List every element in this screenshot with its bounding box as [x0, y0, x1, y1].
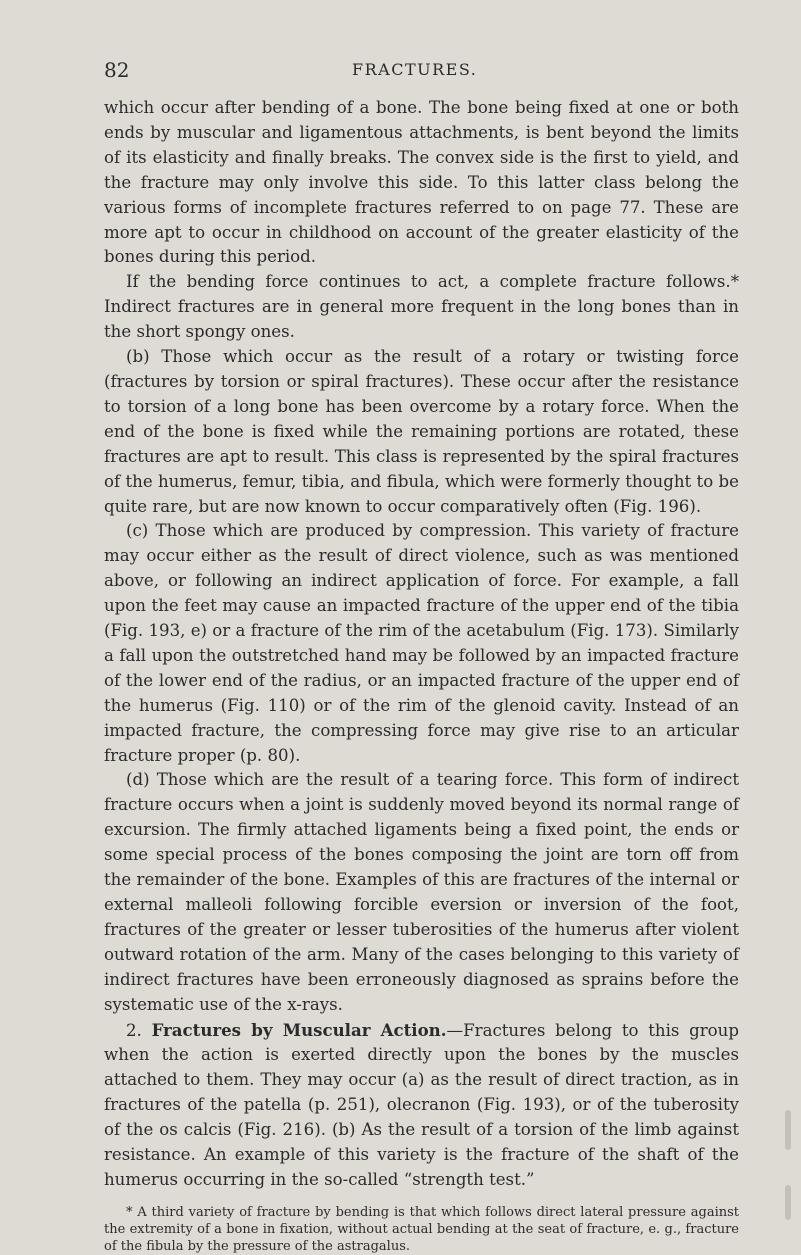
- running-title: FRACTURES.: [352, 60, 478, 79]
- paragraph-torsion-fractures: (b) Those which occur as the result of a rotary or twisting force (fractures by torsion or spiral fractures). These occur after the resistance to torsion of a long bone has been overcome by a rotary force. When the end of the bone is fixed while the remaining portions are rotated, these fractures are apt to result. This class is represented by the spiral fractures of the humerus, femur, tibia, and fibula, which were formerly thought to be quite rare, but are now known to occur comparatively often (Fig. 196).: [104, 347, 739, 516]
- footnote: * A third variety of fracture by bending is that which follows direct lateral pressure against the extremity of a bone in fixation, without actual bending at the seat of fracture, e. g., fracture of the fibula by the pressure of the astragalus.: [104, 1204, 739, 1254]
- paper-stain: [785, 1110, 791, 1150]
- page-number: 82: [104, 58, 130, 82]
- section-number: 2.: [126, 1020, 142, 1040]
- paper-stain: [785, 1185, 791, 1220]
- paragraph-tearing-fractures: (d) Those which are the result of a tearing force. This form of indirect fracture occurs when a joint is suddenly moved beyond its normal range of excursion. The firmly attached ligaments being a fixed point, the ends or some special process of the bones composing the joint are torn off from the remainder of the bone. Examples of this are fractures of the internal or external malleoli following forcible eversion or inversion of the foot, fractures of the greater or lesser tuberosities of the humerus after violent outward rotation of the arm. Many of the cases belonging to this variety of indirect fractures have been erroneously diagnosed as sprains before the systematic use of the x-rays.: [104, 770, 739, 1014]
- body-text: [104, 96, 739, 1193]
- paragraph-bending-continued: which occur after bending of a bone. The bone being fixed at one or both ends by muscular and ligamentous attachments, is bent beyond the limits of its elasticity and finally breaks. The convex side is the first to yield, and the fracture may only involve this side. To this latter class belong the various forms of incomplete fractures referred to on page 77. These are more apt to occur in childhood on account of the greater elasticity of the bones during this period.: [104, 98, 739, 267]
- paragraph-compression-fractures: (c) Those which are produced by compression. This variety of fracture may occur either as the result of direct violence, such as was mentioned above, or following an indirect application of force. For example, a fall upon the feet may cause an impacted fracture of the upper end of the tibia (Fig. 193, e) or a fracture of the rim of the acetabulum (Fig. 173). Similarly a fall upon the outstretched hand may be followed by an impacted fracture of the lower end of the radius, or an impacted fracture of the upper end of the humerus (Fig. 110) or of the rim of the glenoid cavity. Instead of an impacted fracture, the compressing force may give rise to an articular fracture proper (p. 80).: [104, 521, 739, 765]
- running-header: [104, 58, 739, 84]
- paragraph-muscular-action: [104, 1018, 739, 1193]
- section-text: —Fractures belong to this group when the action is exerted directly upon the bones by the muscles attached to them. They may occur (a) as the result of direct traction, as in fractures of the patella (p. 251), olecranon (Fig. 193), or of the tuberosity of the os calcis (Fig. 216). (b) As the result of a torsion of the limb against resistance. An example of this variety is the fracture of the shaft of the humerus occurring in the so-called “strength test.”: [104, 1020, 739, 1189]
- section-heading: Fractures by Muscular Action.: [151, 1019, 447, 1040]
- paragraph-complete-fracture: If the bending force continues to act, a complete fracture follows.* Indirect fractures are in general more frequent in the long bones than in the short spongy ones.: [104, 272, 739, 342]
